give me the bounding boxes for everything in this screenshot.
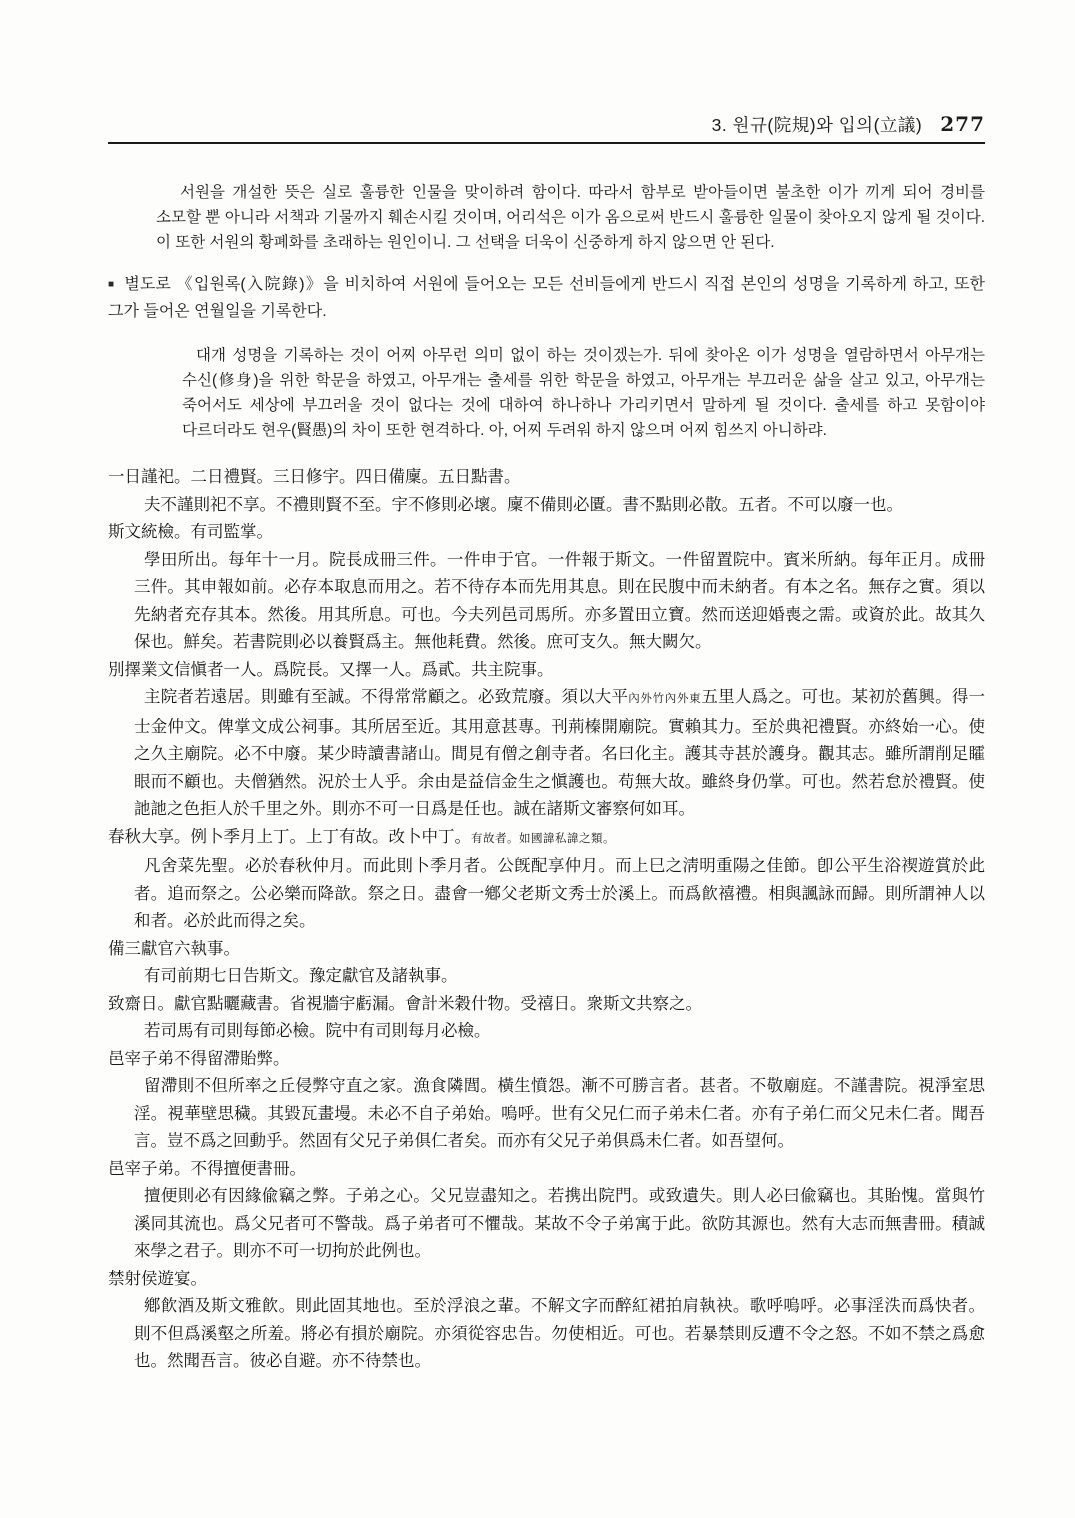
hanja-commentary: [108, 683, 985, 823]
hanja-text: 禁射侯遊宴。: [108, 1268, 207, 1288]
hanja-rule-line: [108, 823, 985, 853]
hanja-text: 有司前期七日告斯文。豫定獻官及諸執事。: [144, 966, 458, 985]
hanja-commentary: [108, 852, 985, 935]
square-bullet-icon: ■: [108, 279, 116, 290]
running-head: [108, 112, 985, 144]
hanja-text: 學田所出。每年十一月。院長成冊三件。一件申于官。一件報于斯文。一件留置院中。賓米所納。每年正月。成冊三件。其申報如前。必存本取息而用之。若不待存本而先用其息。則在民腹中而未納者。有本之名。無存之實。須以先納者充存其本。然後。用其所息。可也。今夫列邑司馬所。亦多置田立寶。然而送迎婚喪之需。或資於此。故其久保也。鮮矣。若書院則必以養賢爲主。無他耗費。然後。庶可支久。無大闕欠。: [134, 549, 985, 651]
hanja-section: [108, 463, 985, 1375]
hanja-commentary: [108, 1292, 985, 1375]
hanja-rule-line: [108, 1045, 985, 1073]
hanja-text: 致齋日。獻官點曬藏書。省視牆宇虧漏。會計米穀什物。受禧日。衆斯文共察之。: [108, 993, 702, 1013]
hanja-rule-line: [108, 935, 985, 963]
hanja-commentary: [108, 1182, 985, 1265]
chapter-title: 3. 원규(院規)와 입의(立議): [711, 115, 923, 135]
hanja-text: 五里人爲之。可也。某初於舊興。得一士金仲文。俾掌文成公祠事。其所居至近。其用意甚專。刊荊榛開廟院。實賴其力。至於典祀禮賢。亦終始一心。使之久主廟院。必不中廢。某少時讀書諸山。間見有僧之創寺者。名曰化主。護其寺甚於護身。觀其志。雖所謂削足矐眼而不顧也。夫僧猶然。況於士人乎。余由是益信金生之愼護也。苟無大故。雖終身仍掌。可也。然若怠於禮賢。使訑訑之色拒人於千里之外。則亦不可一日爲是任也。誠在諸斯文審察何如耳。: [134, 687, 986, 818]
hanja-text: 春秋大享。例卜季月上丁。上丁有故。改卜中丁。: [108, 826, 471, 846]
hanja-commentary: [108, 962, 985, 990]
hanja-inline-note: 內外竹內外東: [628, 691, 702, 705]
hanja-text: 邑宰子弟。不得擅便書冊。: [108, 1158, 306, 1178]
korean-commentary-paragraph: 대개 성명을 기록하는 것이 어찌 아무런 의미 없이 하는 것이겠는가. 뒤에 찾아온 이가 성명을 열람하면서 아무개는 수신(修身)을 위한 학문을 하였고, 아무개는 출세를 위한 학문을 하였고, 아무개는 부끄러운 삶을 살고 있고, 아무개는 죽어서도 세상에 부끄러울 것이 없다는 것에 대하여 하나하나 가리키면서 말하게 될 것이다. 출세를 하고 못함이야 다르더라도 현우(賢愚)의 차이 또한 현격하다. 아, 어찌 두려워 하지 않으며 어찌 힘쓰지 아니하랴.: [182, 347, 985, 439]
hanja-text: 備三獻官六執事。: [108, 938, 240, 958]
hanja-commentary: [108, 1017, 985, 1045]
hanja-rule-line: [108, 518, 985, 546]
hanja-commentary: [108, 546, 985, 656]
hanja-rule-line: [108, 1265, 985, 1293]
hanja-inline-note: 有故者。如國諱私諱之類。: [471, 830, 615, 845]
hanja-text: 主院者若遠居。則雖有至誠。不得常常顧之。必致荒廢。須以大平: [144, 687, 629, 706]
hanja-text: 若司馬有司則每節必檢。院中有司則每月必檢。: [144, 1021, 491, 1040]
hanja-rule-line: [108, 463, 985, 491]
hanja-text: 留滯則不但所率之丘侵弊守直之家。漁食隣閭。橫生憤怨。漸不可勝言者。甚者。不敬廟庭。不謹書院。視淨室思淫。視華壁思穢。其毀瓦畫墁。未必不自子弟始。嗚呼。世有父兄仁而子弟未仁者。亦有子弟仁而父兄未仁者。聞吾言。豈不爲之回動乎。然固有父兄子弟俱仁者矣。而亦有父兄子弟俱爲未仁者。如吾望何。: [134, 1076, 985, 1150]
hanja-rule-line: [108, 1155, 985, 1183]
hanja-rule-line: [108, 990, 985, 1018]
hanja-text: 斯文統檢。有司監掌。: [108, 522, 273, 541]
page-number: 277: [940, 112, 985, 136]
hanja-text: 擅便則必有因緣偸竊之弊。子弟之心。父兄豈盡知之。若携出院門。或致遺失。則人必曰偸竊也。其貽愧。當與竹溪同其流也。爲父兄者可不警哉。爲子弟者可不懼哉。某故不令子弟寓于此。欲防其源也。然有大志而無書冊。積誠來學之君子。則亦不可一切拘於此例也。: [134, 1186, 985, 1260]
hanja-text: 夫不謹則祀不享。不禮則賢不至。宇不修則必壞。廩不備則必匱。書不點則必散。五者。不可以廢一也。: [144, 494, 903, 514]
korean-rule-paragraph: [108, 271, 985, 325]
hanja-text: 凡舍菜先聖。必於春秋仲月。而此則卜季月者。公旣配享仲月。而上巳之淸明重陽之佳節。卽公平生浴禊遊賞於此者。追而祭之。公必樂而降歆。祭之日。盡會一鄕父老斯文秀士於溪上。而爲飮禧禮。相與諷詠而歸。則所謂神人以和者。必於此而得之矣。: [134, 856, 985, 930]
hanja-rule-line: [108, 656, 985, 684]
hanja-commentary: [108, 1072, 985, 1155]
korean-intro-paragraph: 서원을 개설한 뜻은 실로 훌륭한 인물을 맞이하려 함이다. 따라서 함부로 받아들이면 불초한 이가 끼게 되어 경비를 소모할 뿐 아니라 서책과 기물까지 훼손시킬 것이며, 어리석은 이가 옴으로써 반드시 훌륭한 일물이 찾아오지 않게 될 것이다. 이 또한 서원의 황폐화를 초래하는 원인이니. 그 선택을 더욱이 신중하게 하지 않으면 안 된다.: [156, 184, 985, 251]
hanja-text: 邑宰子弟不得留滯貽弊。: [108, 1048, 290, 1068]
hanja-text: 別擇業文信愼者一人。爲院長。又擇一人。爲貳。共主院事。: [108, 659, 554, 679]
hanja-commentary: [108, 491, 985, 519]
hanja-text: 鄕飮酒及斯文雅飮。則此固其地也。至於浮浪之輩。不解文字而醉紅裙拍肩執袂。歌呼嗚呼。必事淫泆而爲快者。則不但爲溪壑之所羞。將必有損於廟院。亦須從容忠告。勿使相近。可也。若暴禁則反遭不令之怒。不如不禁之爲愈也。然聞吾言。彼必自避。亦不待禁也。: [134, 1296, 985, 1370]
hanja-text: 一日謹祀。二日禮賢。三日修宇。四日備廩。五日點書。: [108, 467, 521, 486]
korean-rule-text: 별도로 《입원록(入院錄)》을 비치하여 서원에 들어오는 모든 선비들에게 반드시 직접 본인의 성명을 기록하게 하고, 또한 그가 들어온 연월일을 기록한다.: [108, 276, 985, 320]
